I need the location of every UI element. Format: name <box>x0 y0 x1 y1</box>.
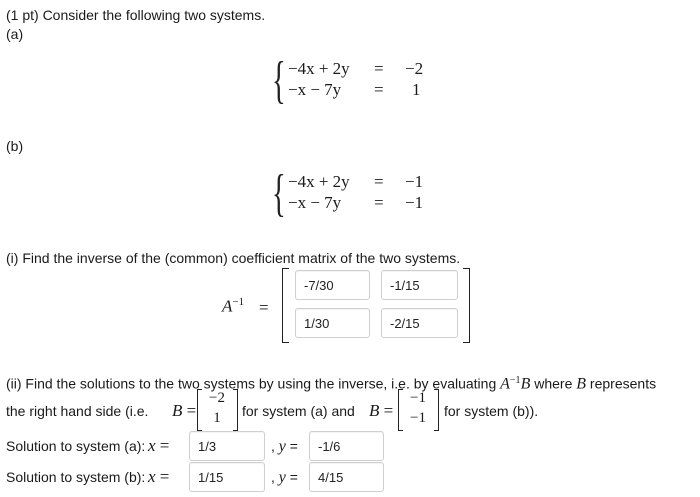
problem-header: (1 pt) Consider the following two systems. <box>6 7 266 23</box>
solution-b-x-input[interactable]: 1/15 <box>189 462 265 492</box>
matrix-right-bracket <box>463 268 470 343</box>
system-b-row2-eq: = <box>374 193 384 212</box>
inverse-cell-1-1-input[interactable]: -7/30 <box>295 270 370 300</box>
system-a-brace: { <box>272 52 286 109</box>
system-a-row2-rhs: 1 <box>412 80 421 99</box>
solution-b-label: Solution to system (b): <box>6 469 146 485</box>
vector-b-bottom: −1 <box>410 410 426 426</box>
solution-a-y-input[interactable]: -1/6 <box>309 431 384 461</box>
question-i-text: (i) Find the inverse of the (common) coefficient matrix of the two systems. <box>6 250 461 266</box>
b-symbol-b: B <box>369 401 380 420</box>
vector-b-right-bracket <box>434 389 439 431</box>
vector-a-bottom: 1 <box>213 410 221 426</box>
solution-a-label: Solution to system (a): <box>6 438 146 454</box>
system-a-row1-eq: = <box>374 59 384 78</box>
system-b-row1-lhs: −4x + 2y <box>288 172 350 191</box>
matrix-a-symbol: A <box>222 296 233 316</box>
matrix-a-exponent: −1 <box>232 296 245 308</box>
system-b-row2-rhs: −1 <box>405 193 424 212</box>
solution-a-x-input[interactable]: 1/3 <box>189 431 265 461</box>
vector-b-top: −1 <box>410 390 426 406</box>
vector-a-right-bracket <box>233 389 238 431</box>
vector-a-top: −2 <box>209 390 225 406</box>
inverse-cell-2-2-input[interactable]: -2/15 <box>381 308 458 338</box>
system-b-row1-eq: = <box>374 172 384 191</box>
system-a-row1-rhs: −2 <box>405 59 424 78</box>
b-symbol-a: B <box>172 401 183 420</box>
system-a-row2-eq: = <box>374 80 384 99</box>
system-b-row2-lhs: −x − 7y <box>288 193 342 212</box>
inverse-cell-2-1-input[interactable]: 1/30 <box>295 308 370 338</box>
system-b-brace: { <box>272 165 286 222</box>
part-b-label: (b) <box>6 138 24 154</box>
inverse-eq-sign: = <box>259 298 269 317</box>
system-a-row1-lhs: −4x + 2y <box>288 59 350 78</box>
matrix-left-bracket <box>282 268 289 343</box>
inverse-cell-1-2-input[interactable]: -1/15 <box>381 270 458 300</box>
system-a-row2-lhs: −x − 7y <box>288 80 342 99</box>
system-b-row1-rhs: −1 <box>405 172 424 191</box>
question-ii-line1: (ii) Find the solutions to the two systems by using the inverse, i.e. by evaluating $A^{-1}B$ where B represents <box>6 375 657 393</box>
part-a-label: (a) <box>6 26 24 42</box>
solution-b-y-input[interactable]: 4/15 <box>309 462 384 492</box>
